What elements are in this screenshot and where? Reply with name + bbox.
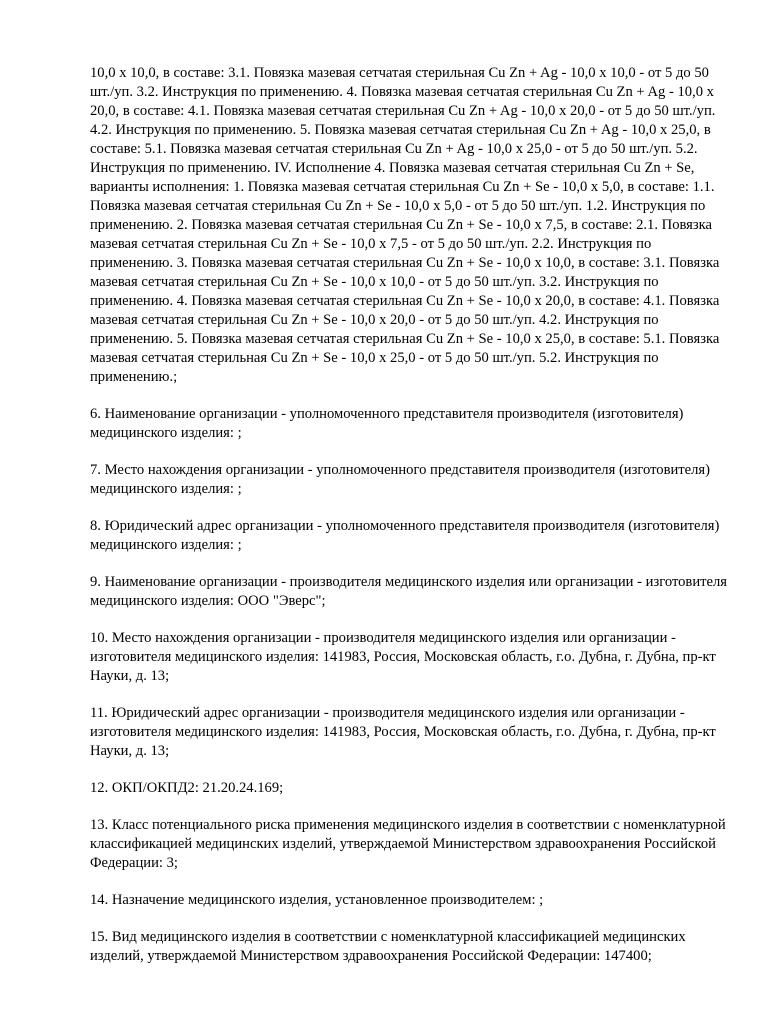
document-page — [90, 64, 736, 984]
paragraph-item-15: 15. Вид медицинского изделия в соответствии с номенклатурной классификацией медицинских изделий, утверждаемой Министерством здравоохранения Российской Федерации: 147400; — [90, 929, 686, 964]
paragraph-item-6: 6. Наименование организации - уполномоченного представителя производителя (изготовителя) медицинского изделия: ; — [90, 406, 684, 441]
paragraph-variants-continuation: 10,0 х 10,0, в составе: 3.1. Повязка мазевая сетчатая стерильная Cu Zn + Ag - 10,0 х 10,0 - от 5 до 50 шт./уп. 3.2. Инструкция по применению. 4. Повязка мазевая сетчатая стерильная Cu Zn + Ag - 10,0 х 20,0, в составе: 4.1. Повязка мазевая сетчатая стерильная Cu Zn + Ag - 10,0 х 20,0 - от 5 до 50 шт./уп. 4.2. Инструкция по применению. 5. Повязка мазевая сетчатая стерильная Cu Zn + Ag - 10,0 х 25,0, в составе: 5.1. Повязка мазевая сетчатая стерильная Cu Zn + Ag - 10,0 х 25,0 - от 5 до 50 шт./уп. 5.2. Инструкция по применению. IV. Исполнение 4. Повязка мазевая сетчатая стерильная Cu Zn + Se, варианты исполнения: 1. Повязка мазевая сетчатая стерильная Cu Zn + Se - 10,0 х 5,0, в составе: 1.1. Повязка мазевая сетчатая стерильная Cu Zn + Se - 10,0 х 5,0 - от 5 до 50 шт./уп. 1.2. Инструкция по применению. 2. Повязка мазевая сетчатая стерильная Cu Zn + Se - 10,0 х 7,5, в составе: 2.1. Повязка мазевая сетчатая стерильная Cu Zn + Se - 10,0 х 7,5 - от 5 до 50 шт./уп. 2.2. Инструкция по применению. 3. Повязка мазевая сетчатая стерильная Cu Zn + Se - 10,0 х 10,0, в составе: 3.1. Повязка мазевая сетчатая стерильная Cu Zn + Se - 10,0 х 10,0 - от 5 до 50 шт./уп. 3.2. Инструкция по применению. 4. Повязка мазевая сетчатая стерильная Cu Zn + Se - 10,0 х 20,0, в составе: 4.1. Повязка мазевая сетчатая стерильная Cu Zn + Se - 10,0 х 20,0 - от 5 до 50 шт./уп. 4.2. Инструкция по применению. 5. Повязка мазевая сетчатая стерильная Cu Zn + Se - 10,0 х 25,0, в составе: 5.1. Повязка мазевая сетчатая стерильная Cu Zn + Se - 10,0 х 25,0 - от 5 до 50 шт./уп. 5.2. Инструкция по применению.; — [90, 65, 720, 385]
paragraph-item-9: 9. Наименование организации - производителя медицинского изделия или организации - изготовителя медицинского изделия: ООО "Эверс"; — [90, 574, 727, 609]
paragraph-item-7: 7. Место нахождения организации - уполномоченного представителя производителя (изготовителя) медицинского изделия: ; — [90, 462, 710, 497]
paragraph-item-11: 11. Юридический адрес организации - производителя медицинского изделия или организации - изготовителя медицинского изделия: 141983, Россия, Московская область, г.о. Дубна, г. Дубна, пр-кт Науки, д. 13; — [90, 705, 716, 759]
paragraph-item-10: 10. Место нахождения организации - производителя медицинского изделия или организации - изготовителя медицинского изделия: 141983, Россия, Московская область, г.о. Дубна, г. Дубна, пр-кт Науки, д. 13; — [90, 630, 716, 684]
paragraph-item-14: 14. Назначение медицинского изделия, установленное производителем: ; — [90, 892, 544, 908]
paragraph-item-12: 12. ОКП/ОКПД2: 21.20.24.169; — [90, 780, 284, 796]
paragraph-item-13: 13. Класс потенциального риска применения медицинского изделия в соответствии с номенклатурной классификацией медицинских изделий, утверждаемой Министерством здравоохранения Российской Федерации: 3; — [90, 817, 726, 871]
paragraph-item-8: 8. Юридический адрес организации - уполномоченного представителя производителя (изготовителя) медицинского изделия: ; — [90, 518, 720, 553]
